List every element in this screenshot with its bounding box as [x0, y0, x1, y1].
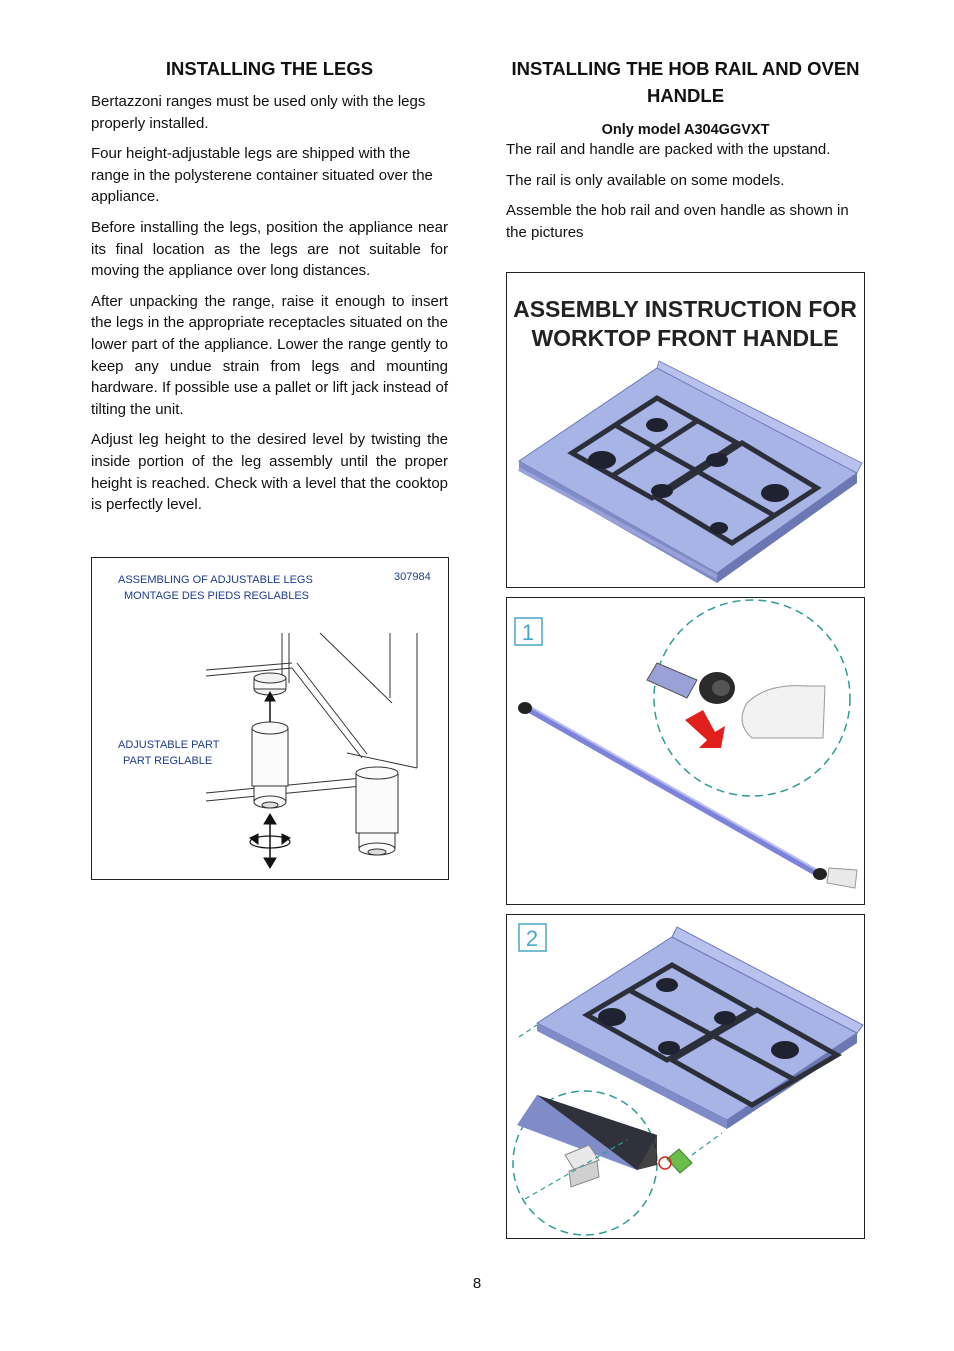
bracket-right [827, 868, 857, 888]
legs-figure-code: 307984 [394, 571, 431, 583]
legs-paragraph-4: After unpacking the range, raise it enough to insert the legs in the appropriate receptacles situated on the lower part of the appliance. Lower the range gently to keep any undue strain from legs and mounting hardware. If possible use a pallet or lift jack instead of tilting the unit. [91, 292, 448, 418]
left-column [91, 55, 448, 525]
screw-fitting [659, 1133, 722, 1173]
step-1-figure [506, 597, 865, 905]
step-1-diagram [507, 598, 864, 904]
step-2-number: 2 [525, 926, 539, 951]
legs-figure-title-en: ASSEMBLING OF ADJUSTABLE LEGS [118, 574, 313, 586]
legs-paragraph-2: Four height-adjustable legs are shipped with the range in the polysterene container situated over the appliance. [91, 145, 433, 206]
step-2-figure [506, 914, 865, 1239]
page-number: 8 [472, 1275, 482, 1292]
legs-paragraph-3: Before installing the legs, position the appliance near its final location as the legs are not suitable for moving the appliance over long distances. [91, 218, 448, 280]
direction-arrow [685, 710, 725, 748]
legs-diagram [92, 558, 448, 879]
handle-assembly-figure [506, 272, 865, 588]
legs-heading: INSTALLING THE LEGS [165, 58, 374, 79]
rail-end-cap-right [813, 868, 827, 880]
adjustable-part-label-en: ADJUSTABLE PART [118, 739, 220, 751]
loose-leg [252, 722, 288, 808]
rail-guide-left [519, 1025, 537, 1037]
assembly-title-line-2: WORKTOP FRONT HANDLE [531, 325, 839, 351]
rail-paragraph-2: The rail is only available on some models. [506, 171, 785, 189]
twist-arrows [250, 814, 290, 868]
hob-overview-diagram [507, 273, 864, 587]
assembly-title-line-1: ASSEMBLY INSTRUCTION FOR [513, 296, 857, 322]
step-1-number: 1 [521, 620, 535, 645]
rail-heading: INSTALLING THE HOB RAIL AND OVEN HANDLE [511, 58, 860, 106]
right-column [506, 55, 865, 252]
legs-figure [91, 557, 449, 880]
detail-rail-end [647, 663, 825, 738]
legs-figure-title-fr: MONTAGE DES PIEDS REGLABLES [124, 590, 310, 602]
screw-guide [525, 1140, 627, 1199]
legs-paragraph-1: Bertazzoni ranges must be used only with the legs properly installed. [91, 93, 426, 132]
step-2-diagram [507, 915, 864, 1238]
legs-paragraph-5: Adjust leg height to the desired level by twisting the inside portion of the leg assembly until the proper height is reached. Check with a level that the cooktop is perfectly level. [91, 431, 448, 514]
rail-end-cap-left [518, 702, 532, 714]
rail-paragraph-3: Assemble the hob rail and oven handle as shown in the pictures [506, 202, 849, 241]
installed-leg [356, 767, 398, 855]
adjustable-part-label-fr: PART REGLABLE [123, 755, 213, 767]
rail-paragraph-1: The rail and handle are packed with the upstand. [506, 141, 831, 158]
insert-arrow [265, 692, 275, 723]
model-note: Only model A304GGVXT [601, 122, 770, 138]
